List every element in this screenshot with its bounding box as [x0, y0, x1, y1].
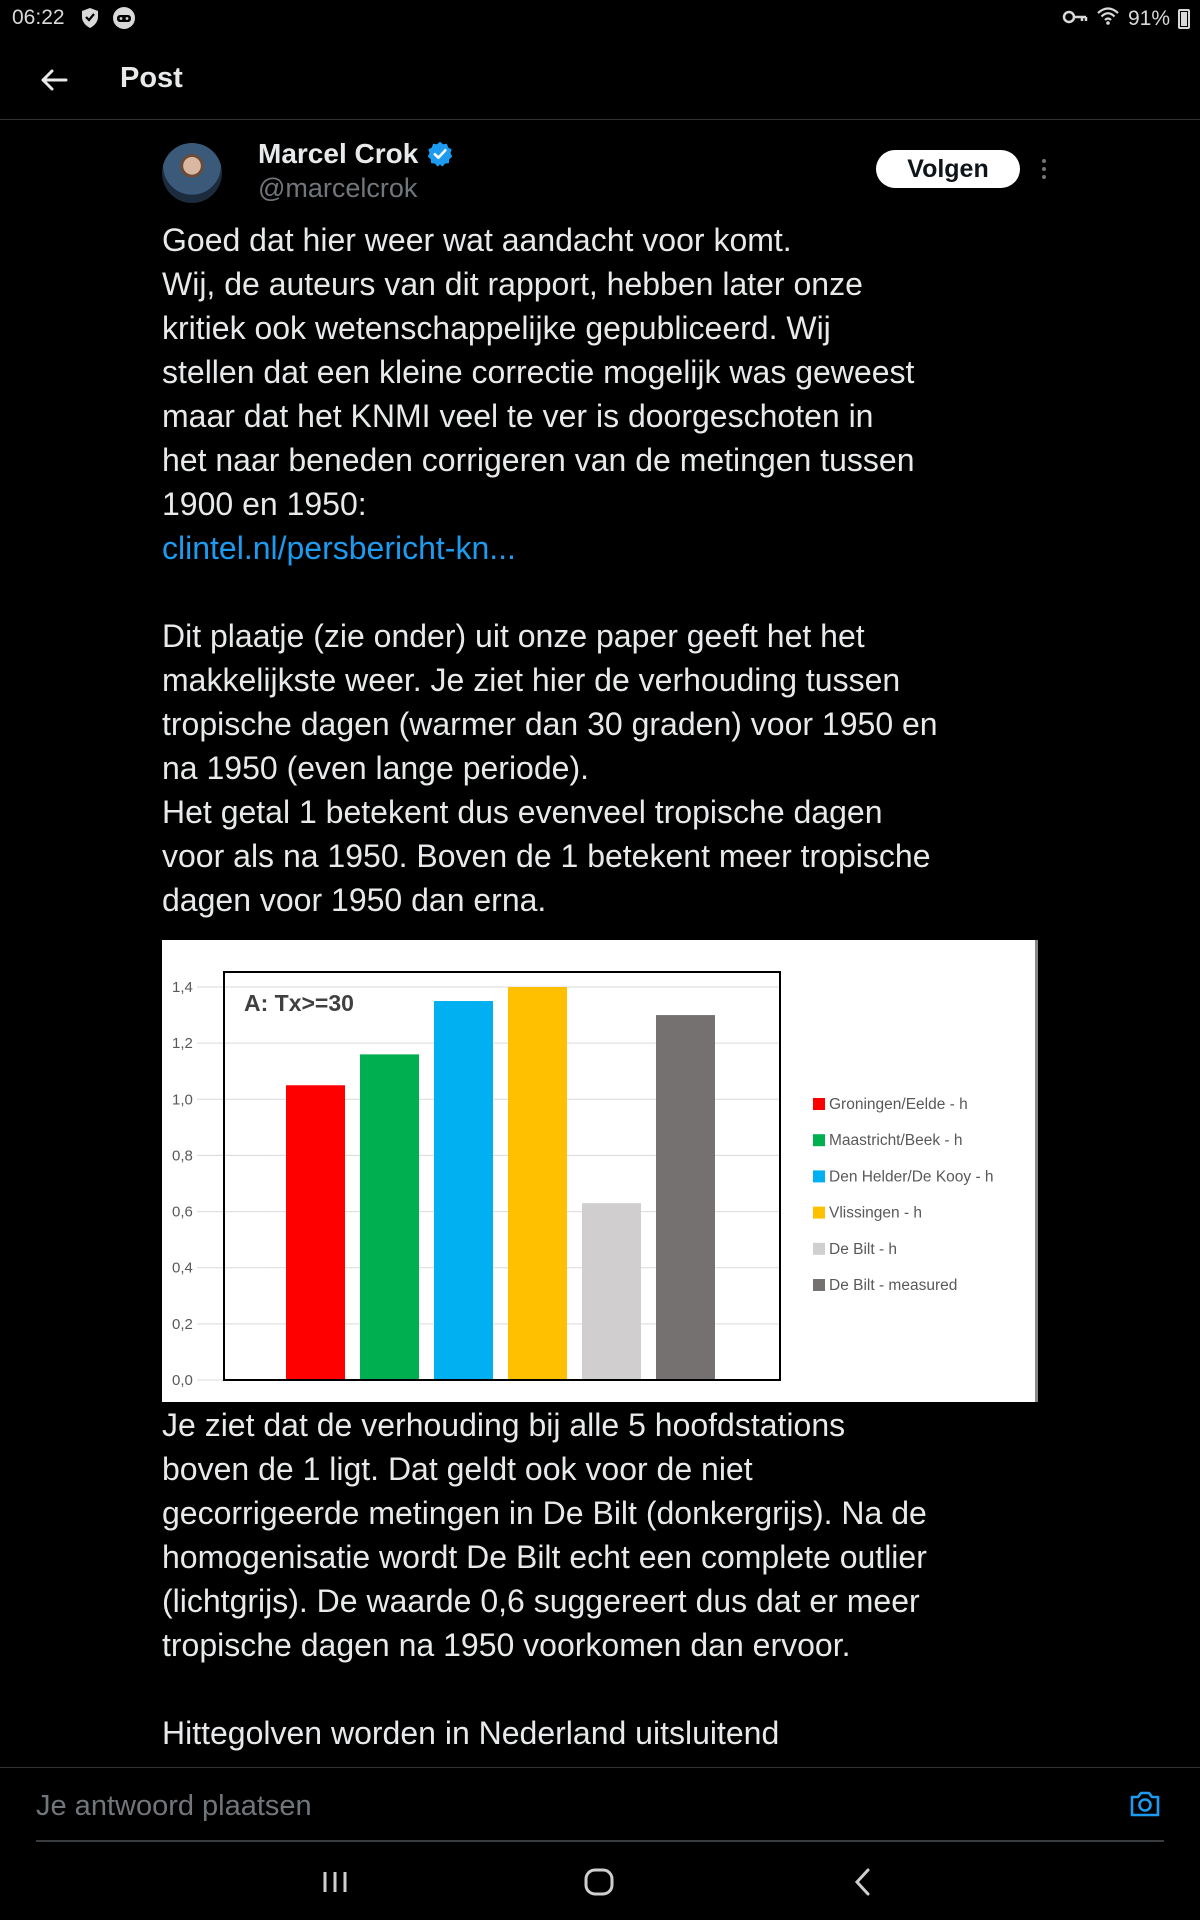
page-title: Post [120, 62, 183, 94]
text-line: 1900 en 1950: [162, 486, 367, 522]
text-line: Wij, de auteurs van dit rapport, hebben later onze [162, 266, 863, 302]
chart-title: A: Tx>=30 [244, 990, 354, 1016]
legend-swatch [813, 1207, 825, 1219]
text-line: Dit plaatje (zie onder) uit onze paper geeft het het [162, 618, 865, 654]
arrow-left-icon [40, 68, 68, 92]
text-line: tropische dagen (warmer dan 30 graden) voor 1950 en [162, 706, 938, 742]
key-icon [1062, 7, 1088, 31]
text-line: homogenisatie wordt De Bilt echt een complete outlier [162, 1539, 927, 1575]
status-bar [0, 0, 1200, 38]
text-line: makkelijkste weer. Je ziet hier de verhouding tussen [162, 662, 901, 698]
bar-1 [286, 1085, 345, 1380]
legend-label: De Bilt - h [829, 1240, 898, 1258]
recent-apps-icon [320, 1869, 350, 1895]
text-line: maar dat het KNMI veel te ver is doorgeschoten in [162, 398, 874, 434]
text-line: stellen dat een kleine correctie mogelijk was geweest [162, 354, 915, 390]
legend-swatch [813, 1134, 825, 1146]
y-tick-label: 0,8 [172, 1147, 193, 1165]
bar-4 [508, 987, 567, 1380]
text-line: Hittegolven worden in Nederland uitsluitend [162, 1715, 780, 1751]
wifi-icon [1096, 6, 1120, 32]
text-line: boven de 1 ligt. Dat geldt ook voor de niet [162, 1451, 753, 1487]
y-tick-label: 1,0 [172, 1091, 193, 1109]
bar-2 [360, 1054, 419, 1380]
post-text-top [162, 218, 1042, 922]
y-tick-label: 1,2 [172, 1035, 193, 1053]
author-name-row[interactable] [258, 138, 454, 170]
back-nav-button[interactable] [838, 1862, 888, 1902]
post-link[interactable]: clintel.nl/persbericht-kn... [162, 530, 516, 566]
text-line: gecorrigeerde metingen in De Bilt (donkergrijs). Na de [162, 1495, 927, 1531]
text-line: het naar beneden corrigeren van de metingen tussen [162, 442, 915, 478]
legend-swatch [813, 1170, 825, 1182]
text-line: (lichtgrijs). De waarde 0,6 suggereert dus dat er meer [162, 1583, 920, 1619]
game-controller-icon [112, 7, 136, 35]
recent-apps-button[interactable] [310, 1862, 360, 1902]
bar-6 [656, 1015, 715, 1380]
legend-swatch [813, 1243, 825, 1255]
top-app-bar [0, 38, 1200, 120]
home-button[interactable] [574, 1862, 624, 1902]
legend-label: Vlissingen - h [829, 1204, 923, 1222]
post-text-bottom [162, 1403, 1042, 1755]
battery-percent: 91% [1127, 7, 1170, 30]
avatar[interactable] [162, 143, 222, 203]
author-name[interactable]: Marcel Crok [258, 138, 419, 169]
reply-input[interactable] [36, 1788, 1036, 1824]
author-handle[interactable]: @marcelcrok [258, 173, 418, 203]
more-options-icon[interactable] [1034, 152, 1054, 186]
text-line: na 1950 (even lange periode). [162, 750, 589, 786]
verified-badge-icon [426, 140, 454, 168]
legend-label: Den Helder/De Kooy - h [829, 1168, 994, 1186]
bar-3 [434, 1001, 493, 1380]
camera-button[interactable] [1128, 1787, 1162, 1821]
follow-button[interactable]: Volgen [876, 150, 1020, 188]
text-line: voor als na 1950. Boven de 1 betekent meer tropische [162, 838, 931, 874]
text-line: kritiek ook wetenschappelijke gepubliceerd. Wij [162, 310, 831, 346]
legend-label: Maastricht/Beek - h [829, 1132, 963, 1150]
y-tick-label: 0,2 [172, 1315, 193, 1333]
back-button[interactable] [34, 60, 74, 100]
bar-chart [162, 940, 1035, 1402]
legend-swatch [813, 1098, 825, 1110]
y-tick-label: 0,4 [172, 1259, 193, 1277]
battery-icon [1178, 9, 1190, 29]
bar-5 [582, 1203, 641, 1380]
text-line: Goed dat hier weer wat aandacht voor komt. [162, 222, 792, 258]
y-tick-label: 0,6 [172, 1203, 193, 1221]
camera-icon [1128, 1787, 1162, 1821]
system-nav-bar [0, 1842, 1200, 1920]
shield-icon [80, 7, 100, 35]
post-chart-image[interactable] [162, 940, 1038, 1402]
y-tick-label: 0,0 [172, 1372, 193, 1389]
status-right [1062, 6, 1190, 32]
text-line: tropische dagen na 1950 voorkomen dan ervoor. [162, 1627, 851, 1663]
home-icon [582, 1867, 616, 1897]
chevron-left-icon [852, 1867, 874, 1897]
legend-swatch [813, 1279, 825, 1291]
legend-label: De Bilt - measured [829, 1277, 958, 1294]
legend-label: Groningen/Eelde - h [829, 1096, 968, 1113]
text-line: Je ziet dat de verhouding bij alle 5 hoofdstations [162, 1407, 846, 1443]
text-line: Het getal 1 betekent dus evenveel tropische dagen [162, 794, 883, 830]
reply-bar [0, 1767, 1200, 1842]
status-time: 06:22 [12, 6, 65, 29]
y-tick-label: 1,4 [172, 979, 193, 996]
text-line: dagen voor 1950 dan erna. [162, 882, 547, 918]
